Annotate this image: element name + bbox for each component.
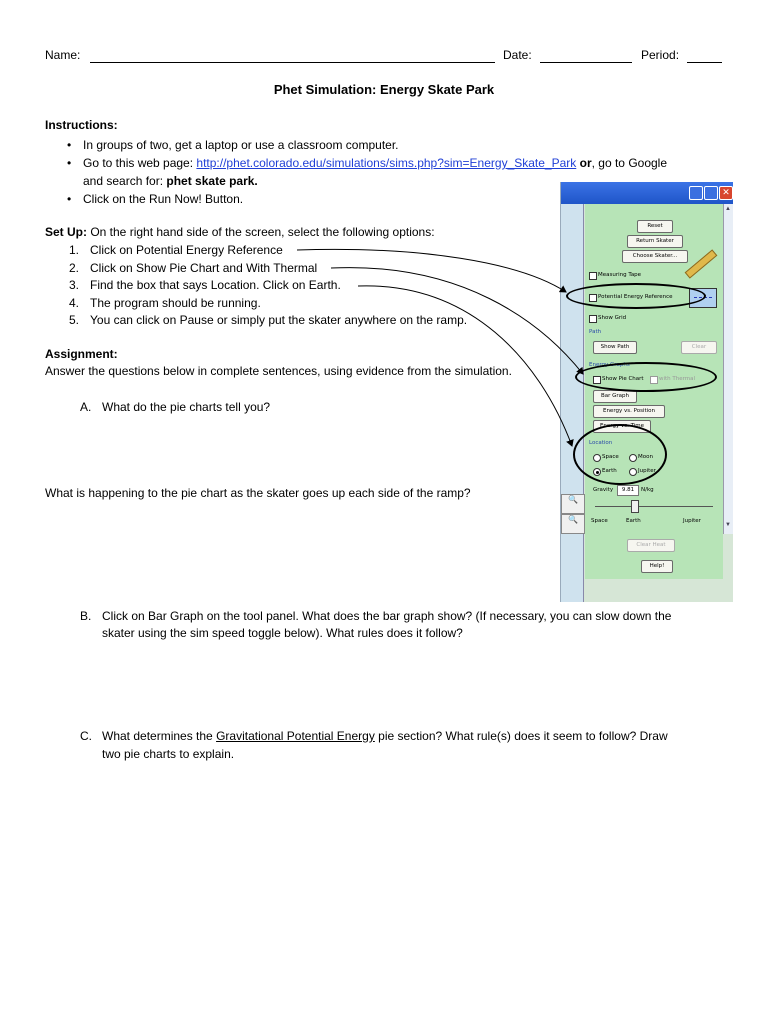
assignment-heading: Assignment:: [45, 347, 118, 361]
clear-heat-button[interactable]: Clear Heat: [627, 539, 675, 552]
question-b-line1: Click on Bar Graph on the tool panel. What does the bar graph show? (If necessary, you can slow down the: [102, 609, 672, 623]
show-grid-label: Show Grid: [598, 315, 627, 321]
location-section-label: Location: [589, 440, 613, 446]
arrow-to-location: [358, 286, 572, 446]
arrow-to-pe-reference: [297, 249, 566, 292]
location-moon-label: Moon: [638, 454, 653, 460]
setup-step: 4. The program should be running.: [69, 295, 261, 310]
list-item: and search for: phet skate park.: [83, 174, 258, 188]
setup-step: 3. Find the box that says Location. Click on Earth.: [69, 278, 341, 292]
clear-path-button[interactable]: Clear: [681, 341, 717, 354]
question-a: What do the pie charts tell you?: [102, 400, 271, 414]
energy-time-button[interactable]: Energy vs. Time: [593, 420, 651, 433]
scroll-up-icon[interactable]: ▲: [725, 206, 731, 212]
list-item: • Click on the Run Now! Button.: [67, 192, 244, 206]
choose-skater-button[interactable]: Choose Skater...: [622, 250, 688, 263]
question-c-line1: What determines the Gravitational Potential Energy pie section? What rule(s) does it seem to follow? Draw: [102, 729, 668, 743]
path-section-label: Path: [589, 329, 602, 335]
location-space-label: Space: [602, 454, 619, 460]
question-pie: What is happening to the pie chart as the skater goes up each side of the ramp?: [45, 486, 471, 500]
energy-graphs-section-label: Energy Graphs: [589, 362, 630, 368]
show-pie-chart-label: Show Pie Chart: [602, 376, 644, 382]
return-skater-button[interactable]: Return Skater: [627, 235, 683, 248]
list-item: • Go to this web page: http://phet.colorado.edu/simulations/sims.php?sim=Energy_Skate_Park or, go to Google: [67, 156, 668, 170]
setup-step: 2. Click on Show Pie Chart and With Thermal: [69, 260, 318, 275]
question-a-label: A.: [80, 400, 92, 414]
measuring-tape-label: Measuring Tape: [598, 272, 642, 278]
assignment-intro: Answer the questions below in complete sentences, using evidence from the simulation.: [45, 364, 512, 378]
question-b-line2: skater using the sim speed toggle below). What rules does it follow?: [102, 626, 463, 640]
close-icon[interactable]: ✕: [719, 186, 733, 200]
phet-url-link[interactable]: http://phet.colorado.edu/simulations/sims.php?sim=Energy_Skate_Park: [196, 156, 577, 170]
question-b-label: B.: [80, 609, 92, 623]
zoom-in-icon[interactable]: 🔍: [561, 494, 585, 514]
show-path-button[interactable]: Show Path: [593, 341, 637, 354]
help-button[interactable]: Help!: [641, 560, 673, 573]
gravity-label: Gravity: [593, 487, 614, 493]
zoom-out-icon[interactable]: 🔍: [561, 514, 585, 534]
date-label: Date:: [503, 48, 532, 62]
arrow-to-pie-chart: [331, 268, 583, 374]
slider-label-jupiter: Jupiter: [683, 518, 701, 524]
slider-label-space: Space: [591, 518, 608, 524]
name-label: Name:: [45, 48, 81, 62]
location-earth-label: Earth: [602, 468, 617, 474]
period-label: Period:: [641, 48, 680, 62]
reset-button[interactable]: Reset: [637, 220, 673, 233]
scroll-down-icon[interactable]: ▼: [725, 522, 731, 528]
question-c-label: C.: [80, 729, 92, 743]
page-title: Phet Simulation: Energy Skate Park: [273, 82, 495, 97]
setup-step: 1. Click on Potential Energy Reference: [69, 243, 283, 257]
question-c-line2: two pie charts to explain.: [102, 747, 235, 761]
energy-position-button[interactable]: Energy vs. Position: [593, 405, 665, 418]
slider-label-earth: Earth: [626, 518, 641, 524]
setup-line: Set Up: On the right hand side of the screen, select the following options:: [45, 225, 435, 239]
instructions-heading: Instructions:: [45, 118, 118, 132]
gravity-unit: N/kg: [641, 487, 654, 493]
gravity-input[interactable]: 9.81: [617, 485, 639, 496]
setup-step: 5. You can click on Pause or simply put the skater anywhere on the ramp.: [69, 313, 468, 327]
bar-graph-button[interactable]: Bar Graph: [593, 390, 637, 403]
location-jupiter-label: Jupiter: [638, 468, 656, 474]
list-item: • In groups of two, get a laptop or use a classroom computer.: [67, 138, 399, 152]
with-thermal-label: with Thermal: [659, 376, 696, 382]
pe-reference-label: Potential Energy Reference: [598, 294, 673, 300]
